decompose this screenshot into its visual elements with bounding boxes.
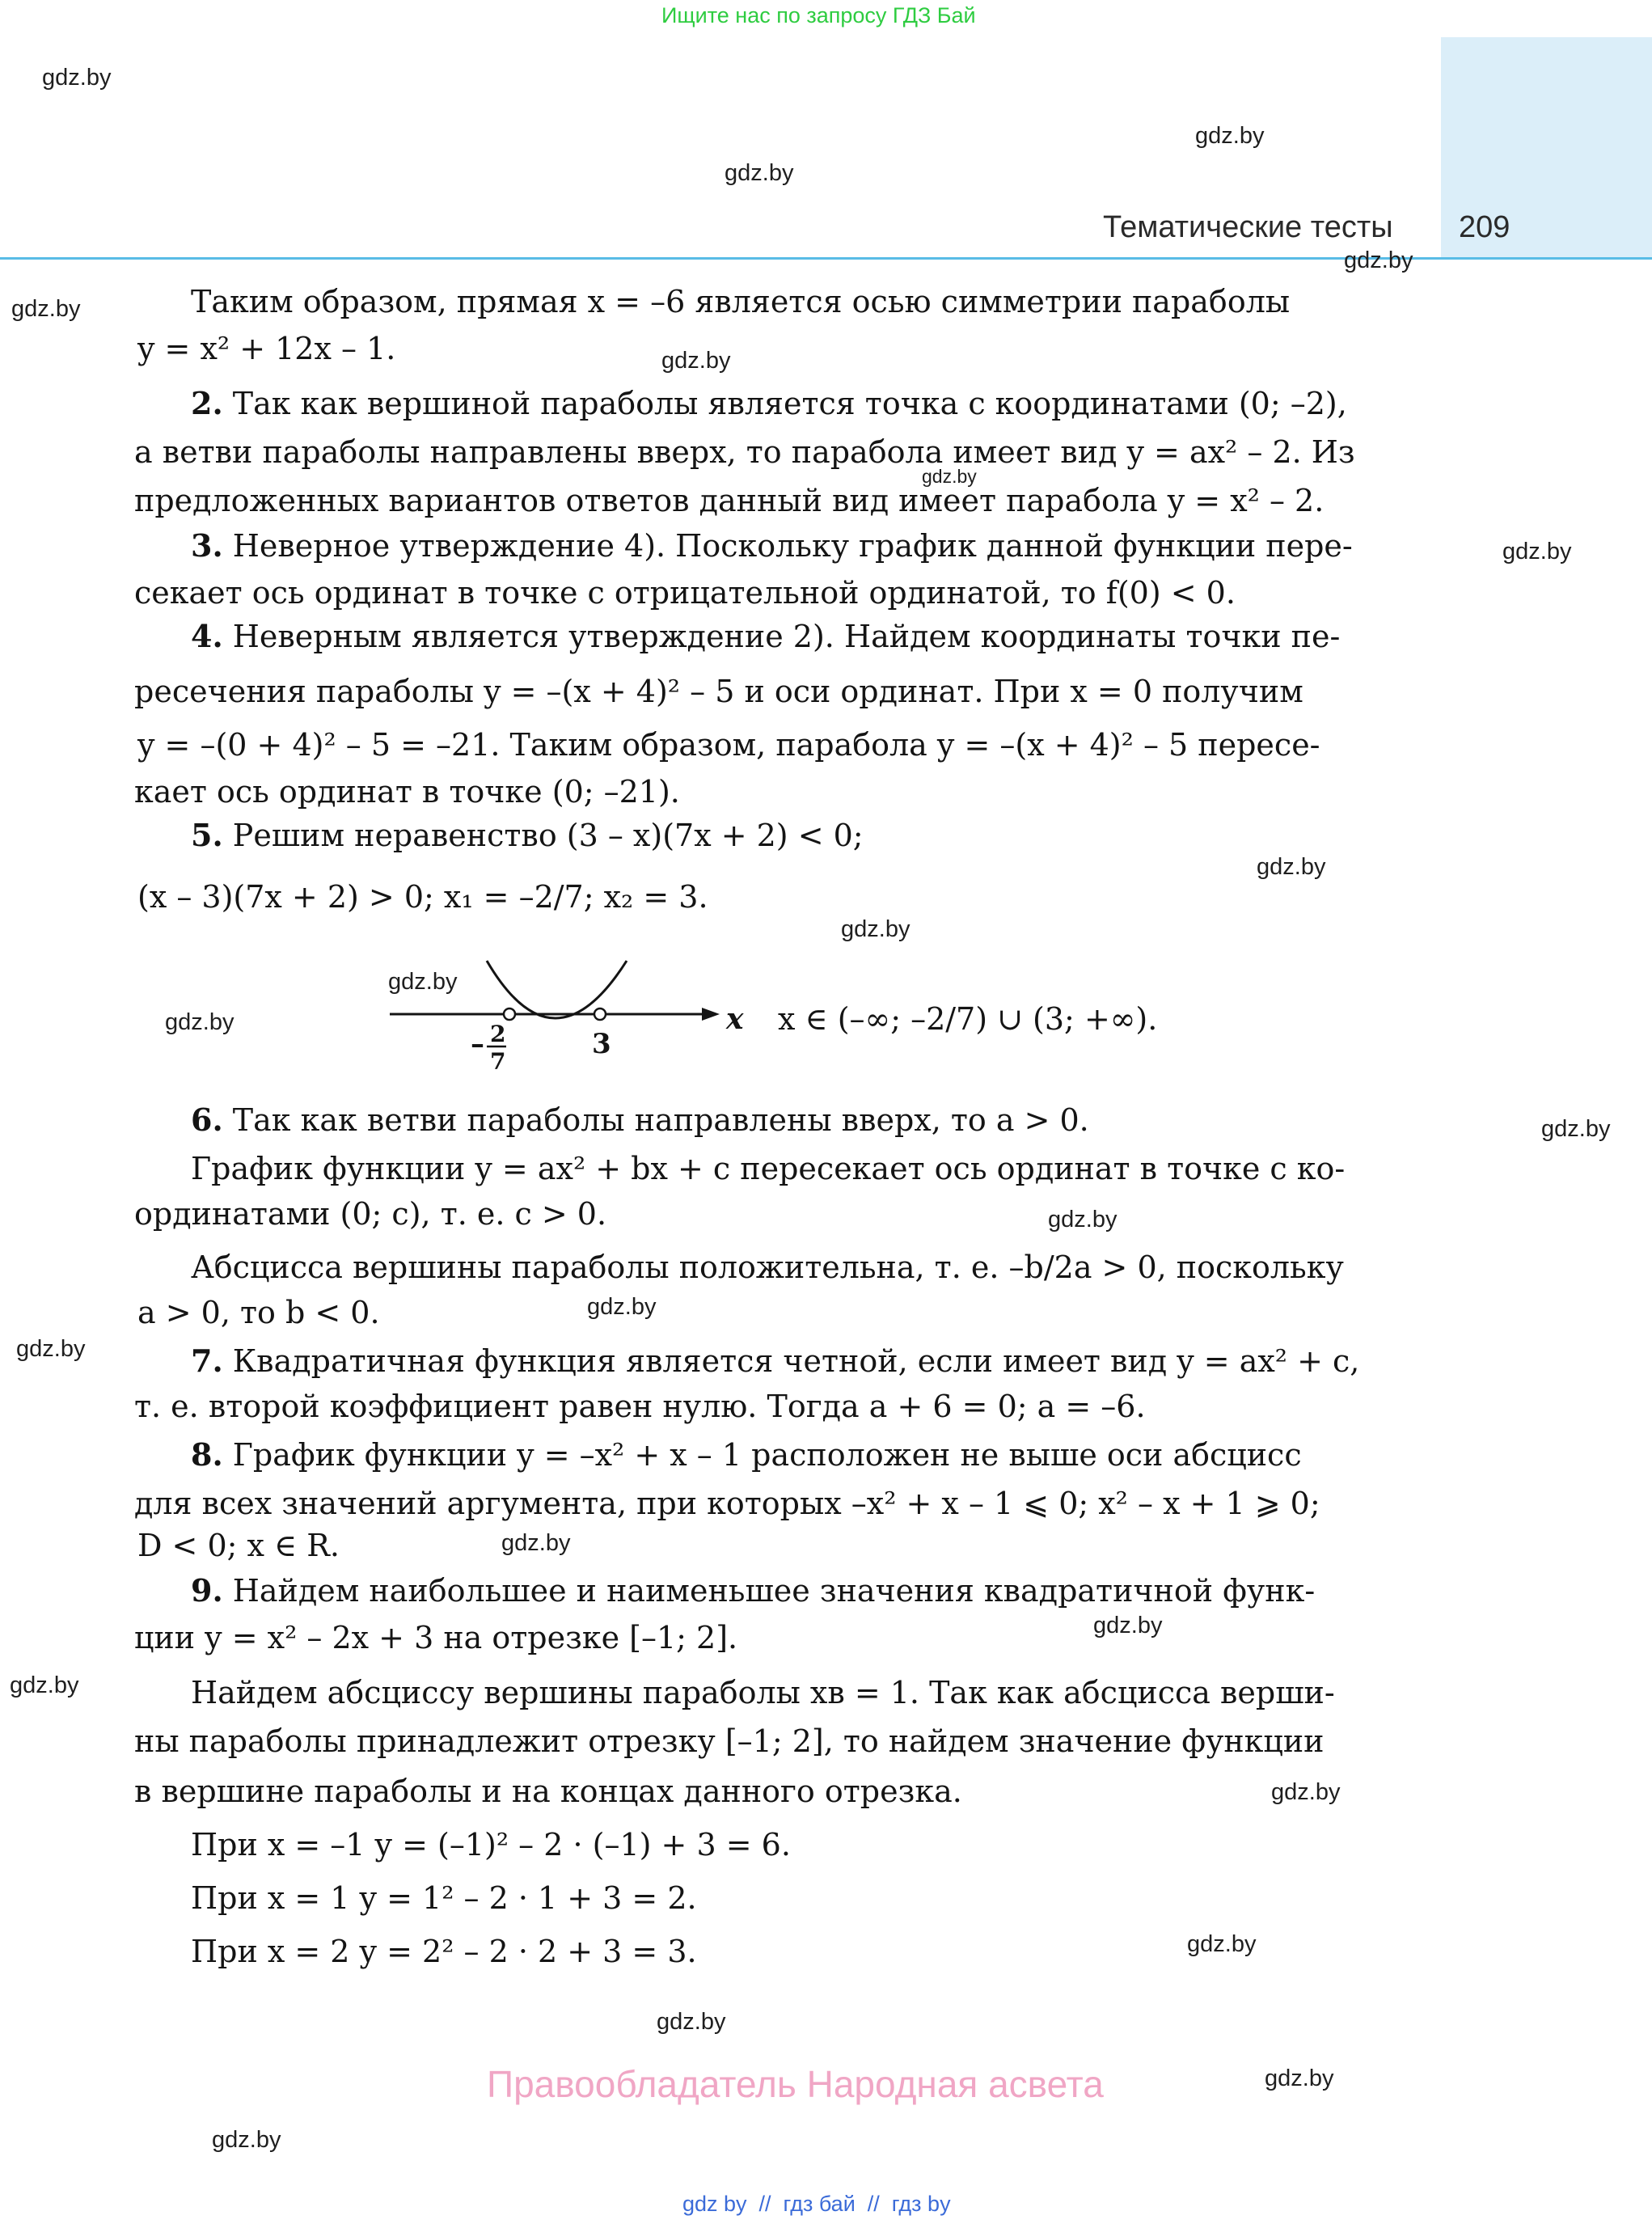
text-line: в вершине параболы и на концах данного отрезка. bbox=[134, 1774, 962, 1809]
open-point-left bbox=[504, 1008, 515, 1020]
text-line: (x – 3)(7x + 2) > 0; x₁ = –2/7; x₂ = 3. bbox=[137, 879, 708, 915]
watermark: gdz.by bbox=[42, 65, 112, 91]
text-line: Найдем абсциссу вершины параболы xв = 1. Так как абсцисса верши- bbox=[191, 1675, 1335, 1710]
text-line: Таким образом, прямая x = –6 является осью симметрии параболы bbox=[191, 284, 1291, 319]
text-line: предложенных вариантов ответов данный вид имеет парабола y = x² – 2. bbox=[134, 483, 1325, 518]
text-line: для всех значений аргумента, при которых –x² + x – 1 ⩽ 0; x² – x + 1 ⩾ 0; bbox=[134, 1486, 1320, 1521]
watermark: gdz.by bbox=[1502, 539, 1572, 564]
watermark: gdz.by bbox=[165, 1009, 234, 1035]
watermark: gdz.by bbox=[1541, 1116, 1611, 1142]
text-line: ции y = x² – 2x + 3 на отрезке [–1; 2]. bbox=[134, 1620, 738, 1655]
watermark: gdz.by bbox=[841, 916, 911, 942]
text-line: секает ось ординат в точке с отрицательной ординатой, то f(0) < 0. bbox=[134, 575, 1236, 611]
watermark: gdz.by bbox=[657, 2009, 726, 2035]
text-line: ординатами (0; c), т. е. c > 0. bbox=[134, 1196, 607, 1232]
text-line: При x = –1 y = (–1)² – 2 · (–1) + 3 = 6. bbox=[191, 1827, 791, 1862]
interval-answer: x ∈ (–∞; –2/7) ∪ (3; +∞). bbox=[778, 1001, 1158, 1037]
watermark: gdz.by bbox=[16, 1336, 86, 1362]
watermark: gdz.by bbox=[587, 1294, 657, 1320]
axis-arrow-icon bbox=[702, 1008, 720, 1021]
top-banner[interactable]: Ищите нас по запросу ГДЗ Бай bbox=[661, 3, 976, 27]
text-line: 8. График функции y = –x² + x – 1 расположен не выше оси абсцисс bbox=[191, 1436, 1302, 1473]
watermark: gdz.by bbox=[1048, 1207, 1118, 1233]
text-line: ны параболы принадлежит отрезку [–1; 2], то найдем значение функции bbox=[134, 1723, 1325, 1759]
number-line-figure bbox=[380, 954, 752, 1076]
text-line: 4. Неверным является утверждение 2). Найдем координаты точки пе- bbox=[191, 618, 1341, 654]
text-line: При x = 2 y = 2² – 2 · 2 + 3 = 3. bbox=[191, 1934, 697, 1969]
open-point-right bbox=[594, 1008, 606, 1020]
axis-label: x bbox=[726, 1002, 744, 1036]
text-line: При x = 1 y = 1² – 2 · 1 + 3 = 2. bbox=[191, 1880, 697, 1916]
watermark: gdz.by bbox=[1093, 1613, 1163, 1638]
watermark: gdz.by bbox=[922, 466, 977, 487]
watermark: gdz.by bbox=[11, 296, 81, 322]
header-title: Тематические тесты bbox=[1103, 210, 1393, 244]
text-line: кает ось ординат в точке (0; –21). bbox=[134, 774, 680, 810]
text-line: 3. Неверное утверждение 4). Поскольку график данной функции пере- bbox=[191, 527, 1353, 564]
text-line: 7. Квадратичная функция является четной, если имеет вид y = ax² + c, bbox=[191, 1342, 1360, 1379]
text-line: D < 0; x ∈ R. bbox=[137, 1528, 340, 1563]
watermark: gdz.by bbox=[1344, 247, 1413, 273]
point-left-denominator: 7 bbox=[490, 1048, 506, 1075]
text-line: 9. Найдем наибольшее и наименьшее значения квадратичной функ- bbox=[191, 1572, 1316, 1609]
watermark: gdz.by bbox=[661, 348, 731, 374]
text-line: y = x² + 12x – 1. bbox=[137, 331, 396, 366]
watermark: gdz.by bbox=[212, 2127, 281, 2153]
text-line: 2. Так как вершиной параболы является точка с координатами (0; –2), bbox=[191, 385, 1347, 421]
watermark: gdz.by bbox=[501, 1530, 571, 1556]
text-line: 6. Так как ветви параболы направлены вверх, то a > 0. bbox=[191, 1101, 1089, 1138]
text-line: т. е. второй коэффициент равен нулю. Тогда a + 6 = 0; a = –6. bbox=[134, 1389, 1146, 1424]
text-line: а ветви параболы направлены вверх, то парабола имеет вид y = ax² – 2. Из bbox=[134, 434, 1355, 470]
text-line: y = –(0 + 4)² – 5 = –21. Таким образом, парабола y = –(x + 4)² – 5 пересе- bbox=[137, 727, 1320, 763]
text-line: 5. Решим неравенство (3 – x)(7x + 2) < 0; bbox=[191, 817, 864, 853]
text-line: График функции y = ax² + bx + c пересекает ось ординат в точке с ко- bbox=[191, 1151, 1346, 1186]
footer-links[interactable]: gdz by // гдз бай // гдз by bbox=[682, 2192, 951, 2216]
point-left-sign: – bbox=[471, 1028, 484, 1060]
page-number: 209 bbox=[1459, 210, 1510, 244]
watermark: gdz.by bbox=[1265, 2065, 1334, 2091]
text-line: a > 0, то b < 0. bbox=[137, 1295, 380, 1330]
point-right-label: 3 bbox=[592, 1028, 611, 1060]
point-left-numerator: 2 bbox=[490, 1021, 506, 1047]
watermark: gdz.by bbox=[1187, 1931, 1257, 1957]
watermark: gdz.by bbox=[10, 1672, 79, 1698]
text-line: Абсцисса вершины параболы положительна, т. е. –b/2a > 0, поскольку bbox=[191, 1249, 1344, 1285]
watermark: gdz.by bbox=[1257, 854, 1326, 880]
copyright-notice: Правообладатель Народная асвета bbox=[487, 2063, 1104, 2105]
watermark: gdz.by bbox=[388, 969, 458, 995]
watermark: gdz.by bbox=[1271, 1779, 1341, 1805]
text-line: ресечения параболы y = –(x + 4)² – 5 и оси ординат. При x = 0 получим bbox=[134, 674, 1303, 709]
watermark: gdz.by bbox=[1195, 123, 1265, 149]
watermark: gdz.by bbox=[725, 160, 794, 186]
